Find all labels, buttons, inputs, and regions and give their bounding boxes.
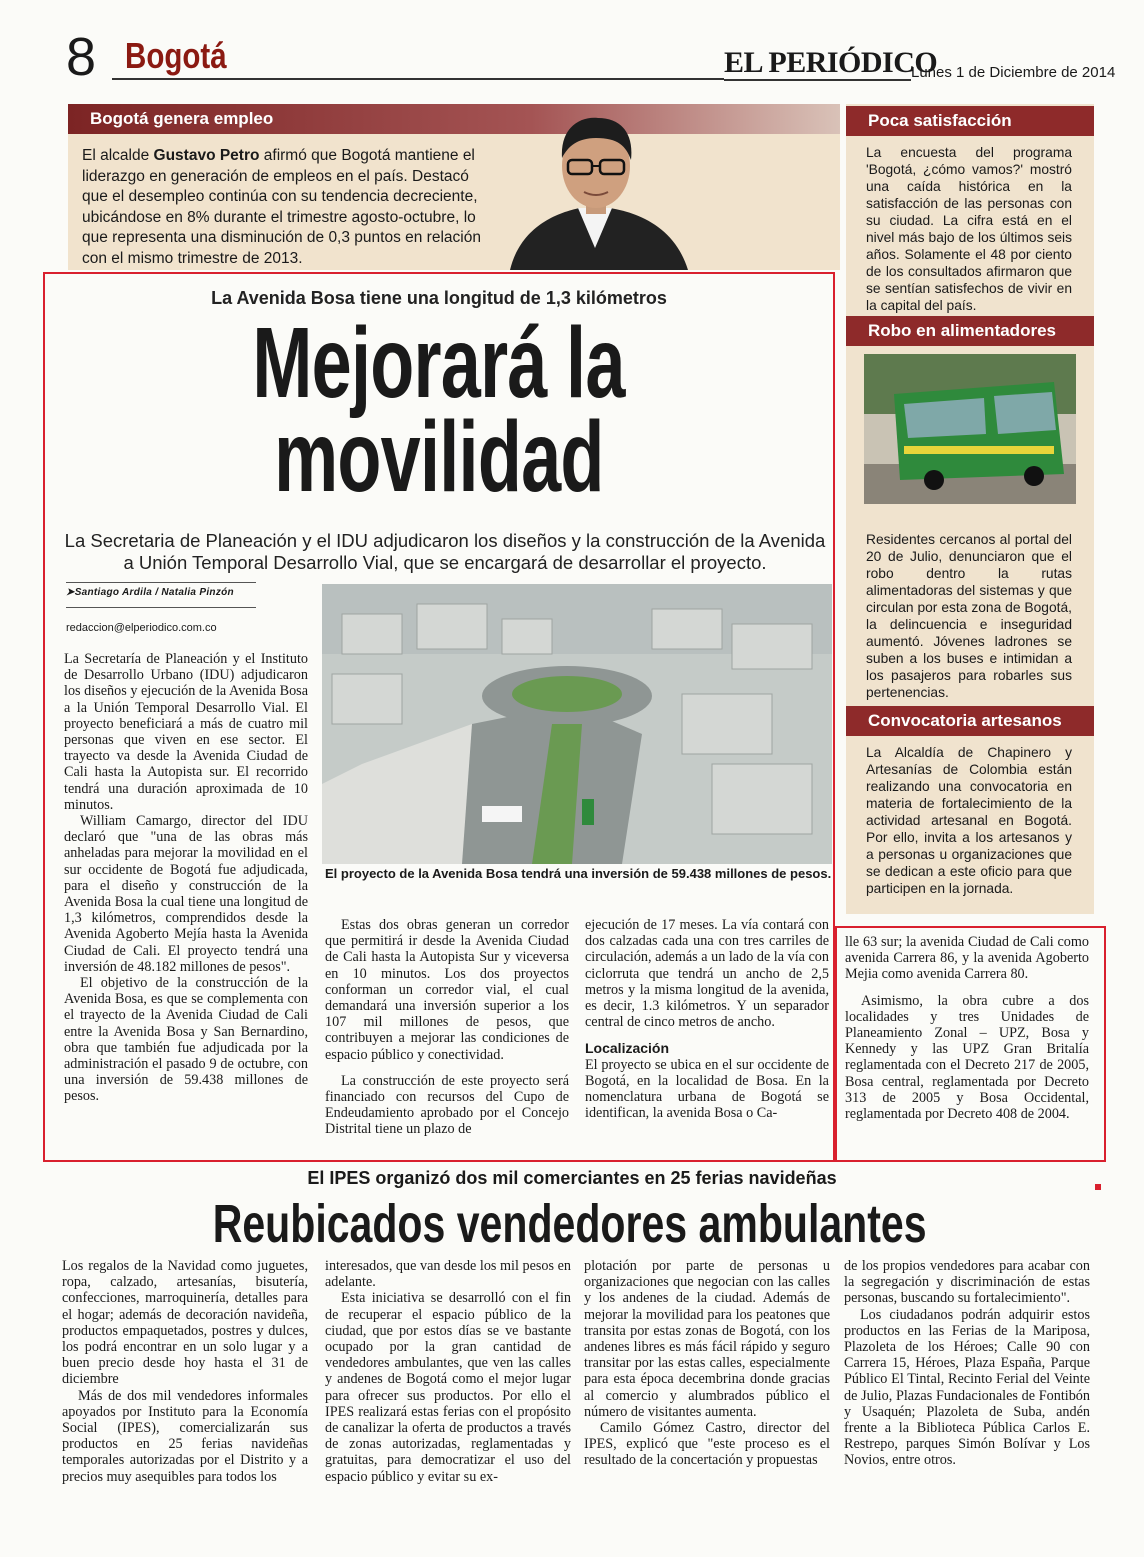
sidebar (846, 104, 1094, 914)
main-column-1 (64, 651, 308, 1105)
main-column-2 (325, 917, 569, 1138)
mayor-portrait (500, 108, 690, 270)
sidebar-item-1-title: Robo en alimentadores (846, 316, 1094, 346)
paragraph: ejecución de 17 meses. La vía contará con dos calzadas cada una con tres carriles de circulación, además a un lado de la vía con ciclorruta que tendrá un ancho de 2,5 metros y la misma longitud de la avenida, es decir, 1.3 kilómetros. Y un separador central de cinco metros de ancho. (585, 917, 829, 1031)
subhead-localizacion: Localización (585, 1040, 670, 1057)
bottom-kicker: El IPES organizó dos mil comerciantes en 25 ferias navideñas (307, 1168, 837, 1188)
section-name: Bogotá (125, 35, 227, 76)
sidebar-item-1-text: Residentes cercanos al portal del 20 de Julio, denunciaron que el robo dentro la rutas alimentadoras del sistemas y que circulan por esta zona de Bogotá, la delincuencia e inseguridad aumentó. Jóvenes ladrones se suben a los buses e intimidan a los pasajeros para robarles sus pertenencias. (866, 532, 1072, 700)
paragraph: Asimismo, la obra cubre a dos localidades y tres Unidades de Planeamiento Zonal – UPZ, Bosa y Kennedy y las UPZ Gran Britalía reglamentada con el Decreto 217 de 2005, Bosa central, reglamentada por Decreto 313 de 2005 y Bosa Occidental, reglamentada por Decreto 408 de 2004. (845, 992, 1089, 1123)
edition-date: Lunes 1 de Diciembre de 2014 (911, 64, 1116, 81)
avenue-render-image (322, 584, 832, 864)
sidebar-item-0-text: La encuesta del programa 'Bogotá, ¿cómo vamos?' mostró una caída histórica en la satisfacción de las personas con su ciudad. La cifra está en el nivel más bajo de los últimos seis años. Solamente el 48 por ciento de los consultados afirmaron que se sentían satisfechos de vivir en la capital del país. (866, 145, 1072, 313)
red-marker (1095, 1184, 1101, 1190)
main-headline (44, 307, 834, 513)
paragraph: Más de dos mil vendedores informales apoyados por Instituto para la Economía Social (IPES), comercializarán sus productos en 25 ferias navideñas temporales autorizadas por el Distrito y a precios muy asequibles para todos los (62, 1387, 308, 1485)
paragraph: El proyecto se ubica en el sur occidente de Bogotá, en la localidad de Bosa. En la nomenclatura urbana de Bogotá se identifican, la avenida Bosa o Ca- (585, 1056, 829, 1122)
sidebar-item-0-title: Poca satisfacción (846, 106, 1094, 136)
image-caption: El proyecto de la Avenida Bosa tendrá una inversión de 59.438 millones de pesos. (325, 866, 832, 881)
header-rule (112, 78, 724, 80)
masthead-rule (724, 79, 911, 81)
paragraph: de los propios vendedores para acabar con la segregación y discriminación de estas personas, buscando su fortalecimiento". (844, 1258, 1090, 1307)
bottom-headline: Reubicados vendedores ambulantes (213, 1194, 927, 1254)
paragraph: interesados, que van desde los mil pesos en adelante. (325, 1258, 571, 1291)
byline: ➤Santiago Ardila / Natalia Pinzón (66, 587, 234, 598)
bottom-column-3 (584, 1258, 830, 1469)
bottom-column-4 (844, 1258, 1090, 1469)
paragraph: William Camargo, director del IDU declaró que "una de las obras más anheladas para mejorar la movilidad en el sur occidente de Bogotá fue adjudicada, para el diseño y construcción de la Avenida Bosa la cual tiene una longitud de 1,3 kilómetros, comprendidos desde la Avenida Agoberto Mejía hasta la Avenida Ciudad de Cali. El proyecto tendrá una inversión de 48.182 millones de pesos". (64, 813, 308, 975)
masthead: EL PERIÓDICO (724, 46, 938, 79)
top-story-text: El alcalde Gustavo Petro afirmó que Bogotá mantiene el liderazgo en generación de empleos en el país. Destacó que el desempleo continúa con su tendencia decreciente, ubicándose en 8% durante el trimestre agosto-octubre, lo que representa una disminución de 0,3 puntos en relación con el mismo trimestre de 2013. (82, 147, 481, 267)
paragraph: Esta iniciativa se desarrolló con el fin de recuperar el espacio público de la ciudad, que por estos días se ve bastante ocupado por la gran cantidad de vendedores ambulantes, que ven las calles y andenes de Bogotá como el mejor lugar para ofrecer sus productos. Por ello el IPES realizará estas ferias con el propósito de canalizar la oferta de productos a través de zonas autorizadas, reglamentadas y gratuitas, para democratizar el uso del espacio público y evitar su ex- (325, 1290, 571, 1485)
sidebar-item-2-text: La Alcaldía de Chapinero y Artesanías de Colombia están realizando una convocatoria en materia de fortalecimiento de la actividad artesanal en Bogotá. Por ello, invita a los artesanos y a personas u organizaciones que se dedican a este oficio para que participen en la jornada. (866, 745, 1072, 896)
main-kicker: La Avenida Bosa tiene una longitud de 1,3 kilómetros (211, 288, 667, 308)
top-story-name: Gustavo Petro (153, 147, 260, 164)
paragraph: La construcción de este proyecto será financiado con recursos del Cupo de Endeudamiento aprobado por el Concejo Distrital tiene un plazo de (325, 1072, 569, 1138)
main-deck: La Secretaria de Planeación y el IDU adjudicaron los diseños y la construcción de la Avenida a Unión Temporal Desarrollo Vial, que se encargará de desarrollar el proyecto. (64, 530, 826, 573)
byline-rule (66, 607, 256, 608)
paragraph: La Secretaría de Planeación y el Instituto de Desarrollo Urbano (IDU) adjudicaron los diseños y ejecución de la Avenida Bosa a la Unión Temporal Desarrollo Vial. El proyecto beneficiará a más de cuatro mil personas que viven en ese sector. El trayecto va desde la Avenida Ciudad de Cali hasta la Autopista sur. El recorrido tendrá una duración aproximada de 10 minutos. (64, 651, 308, 813)
top-story-box (68, 104, 840, 270)
main-headline-line1: Mejorará la (252, 307, 626, 419)
paragraph: lle 63 sur; la avenida Ciudad de Cali como avenida Carrera 86, y la avenida Agoberto Mejia como avenida Carrera 80. (845, 934, 1089, 983)
bottom-column-1 (62, 1258, 308, 1485)
bottom-column-2 (325, 1258, 571, 1485)
paragraph: Estas dos obras generan un corredor que permitirá ir desde la Avenida Ciudad de Cali hasta la Autopista Sur y viceversa en 10 minutos. Los dos proyectos conforman un corredor vial, el cual demandará una inversión superior a los 107 mil millones de pesos, que contribuyen a mejorar las condiciones de espacio público y conectividad. (325, 917, 569, 1063)
paragraph: Camilo Gómez Castro, director del IPES, explicó que "este proceso es el resultado de la concertación y propuestas (584, 1420, 830, 1469)
byline-rule (66, 582, 256, 583)
page-number: 8 (66, 27, 97, 87)
paragraph: plotación por parte de personas u organizaciones que negocian con las calles y los andenes de la ciudad. Además de mejorar la movilidad para los peatones que transita por estas zonas de Bogotá, con los andenes libres es más fácil rápido y seguro transitar por las estas calles, especialmente para esta época decembrina donde gracias al comercio y alumbrados público el número de visitantes aumenta. (584, 1258, 830, 1420)
sidebar-item-2-title: Convocatoria artesanos (846, 706, 1094, 736)
paragraph: El objetivo de la construcción de la Avenida Bosa, es que se complementa con el trayecto de la Avenida Ciudad de Cali entre la Avenida Bosa y San Bernardino, obra que también fue adjudicada por la administración el pasado 9 de octubre, con una inversión de 59.438 millones de pesos. (64, 975, 308, 1105)
bus-photo (864, 354, 1076, 504)
top-story-title: Bogotá genera empleo (68, 104, 840, 134)
main-column-4 (845, 934, 1089, 1122)
author-email: redaccion@elperiodico.com.co (66, 622, 217, 634)
paragraph: Los ciudadanos podrán adquirir estos productos en las Ferias de la Mariposa, Plazoleta de los Héroes; Calle 90 con Carrera 15, Héroes, Plaza España, Parque Público El Tintal, Recinto Ferial del Veinte de Julio, Plazas Fundacionales de Fontibón y Usaquén; Plazoleta de Suba, andén frente a la Biblioteca Pública Carlos E. Restrepo, parques Simón Bolívar y Los Novios, entre otros. (844, 1306, 1090, 1469)
paragraph: Los regalos de la Navidad como juguetes, ropa, calzado, artesanías, bisutería, confecciones, marroquinería, detalles para el hogar; además de decoración navideña, productos empaquetados, postres y dulces, los podrá encontrar en un solo lugar y a buen precio desde hoy hasta el 31 de diciembre (62, 1258, 308, 1388)
main-column-3 (585, 917, 829, 1121)
main-headline-line2: movilidad (274, 401, 604, 513)
